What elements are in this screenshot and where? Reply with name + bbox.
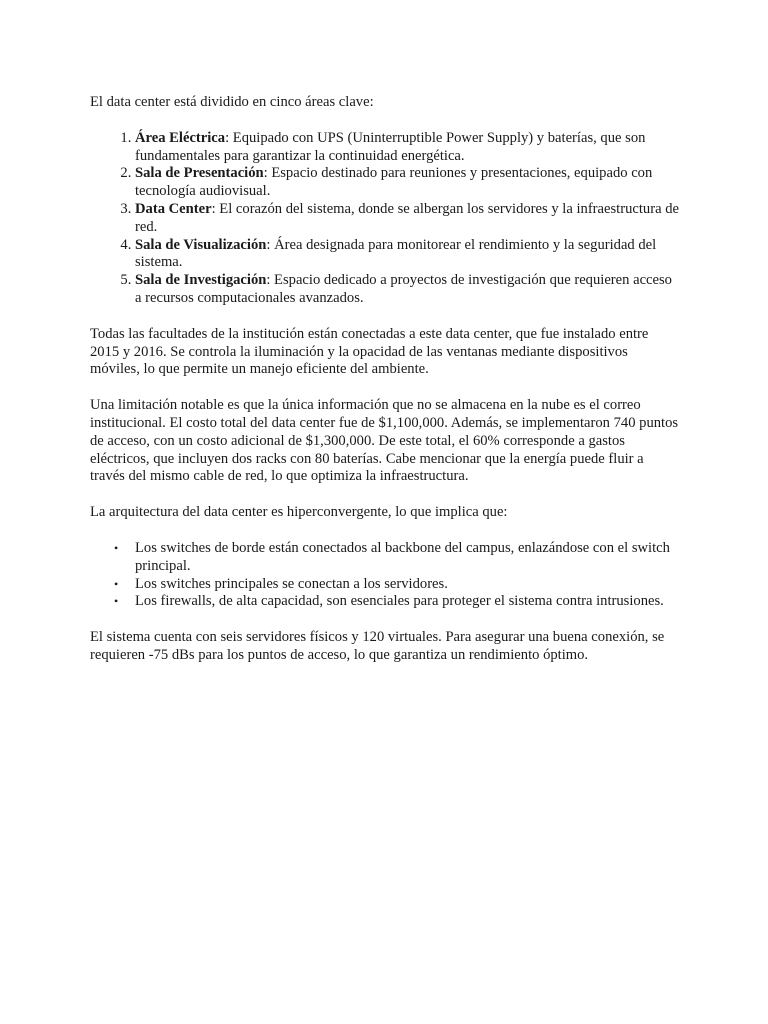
area-item-electrica [135,130,680,166]
area-term: Data Center [135,200,212,217]
architecture-list [90,540,680,611]
area-description: : Equipado con UPS (Uninterruptible Power Supply) y baterías, que son fundamentales para garantizar la continuidad energética. [135,129,646,164]
area-term: Sala de Investigación [135,272,267,289]
architecture-item-text: Los firewalls, de alta capacidad, son esenciales para proteger el sistema contra intrusiones. [135,593,664,610]
faculties-paragraph: Todas las facultades de la institución están conectadas a este data center, que fue instalado entre 2015 y 2016. Se controla la iluminación y la opacidad de las ventanas mediante dispositivos móviles, lo que permite un manejo eficiente del ambiente. [90,325,649,378]
area-description: : Espacio destinado para reuniones y presentaciones, equipado con tecnología audiovisual. [135,165,653,200]
architecture-item-text: Los switches principales se conectan a los servidores. [135,575,448,592]
area-term: Sala de Visualización [135,236,267,253]
area-item-investigacion [135,272,680,308]
area-description: : El corazón del sistema, donde se albergan los servidores y la infraestructura de red. [135,200,679,235]
areas-list [90,130,680,308]
area-term: Sala de Presentación [135,165,264,182]
area-item-data-center [135,201,680,237]
bullet-icon: • [114,576,119,591]
architecture-item [114,593,680,611]
architecture-item-text: Los switches de borde están conectados al backbone del campus, enlazándose con el switch principal. [135,539,670,574]
document-body [90,94,680,683]
architecture-item [114,575,680,594]
area-term: Área Eléctrica [135,129,226,146]
architecture-paragraph: La arquitectura del data center es hiperconvergente, lo que implica que: [90,504,508,521]
area-description: : Espacio dedicado a proyectos de investigación que requieren acceso a recursos computacionales avanzados. [135,272,672,306]
area-item-presentacion [135,165,680,201]
system-paragraph: El sistema cuenta con seis servidores físicos y 120 virtuales. Para asegurar una buena conexión, se requieren -75 dBs para los puntos de acceso, lo que garantiza un rendimiento óptimo. [90,629,665,663]
area-item-visualizacion [135,237,680,273]
intro-paragraph: El data center está dividido en cinco áreas clave: [90,94,374,110]
limitation-paragraph: Una limitación notable es que la única información que no se almacena en la nube es el correo institucional. El costo total del data center fue de $1,100,000. Además, se implementaron 740 puntos de acceso, con un costo adicional de $1,300,000. De este total, el 60% corresponde a gastos eléctricos, que incluyen dos racks con 80 baterías. Cabe mencionar que la energía puede fluir a través del mismo cable de red, lo que optimiza la infraestructura. [90,397,679,485]
bullet-icon: • [114,540,119,555]
area-description: : Área designada para monitorear el rendimiento y la seguridad del sistema. [135,236,657,271]
architecture-item [114,539,680,576]
bullet-icon: • [114,594,119,609]
